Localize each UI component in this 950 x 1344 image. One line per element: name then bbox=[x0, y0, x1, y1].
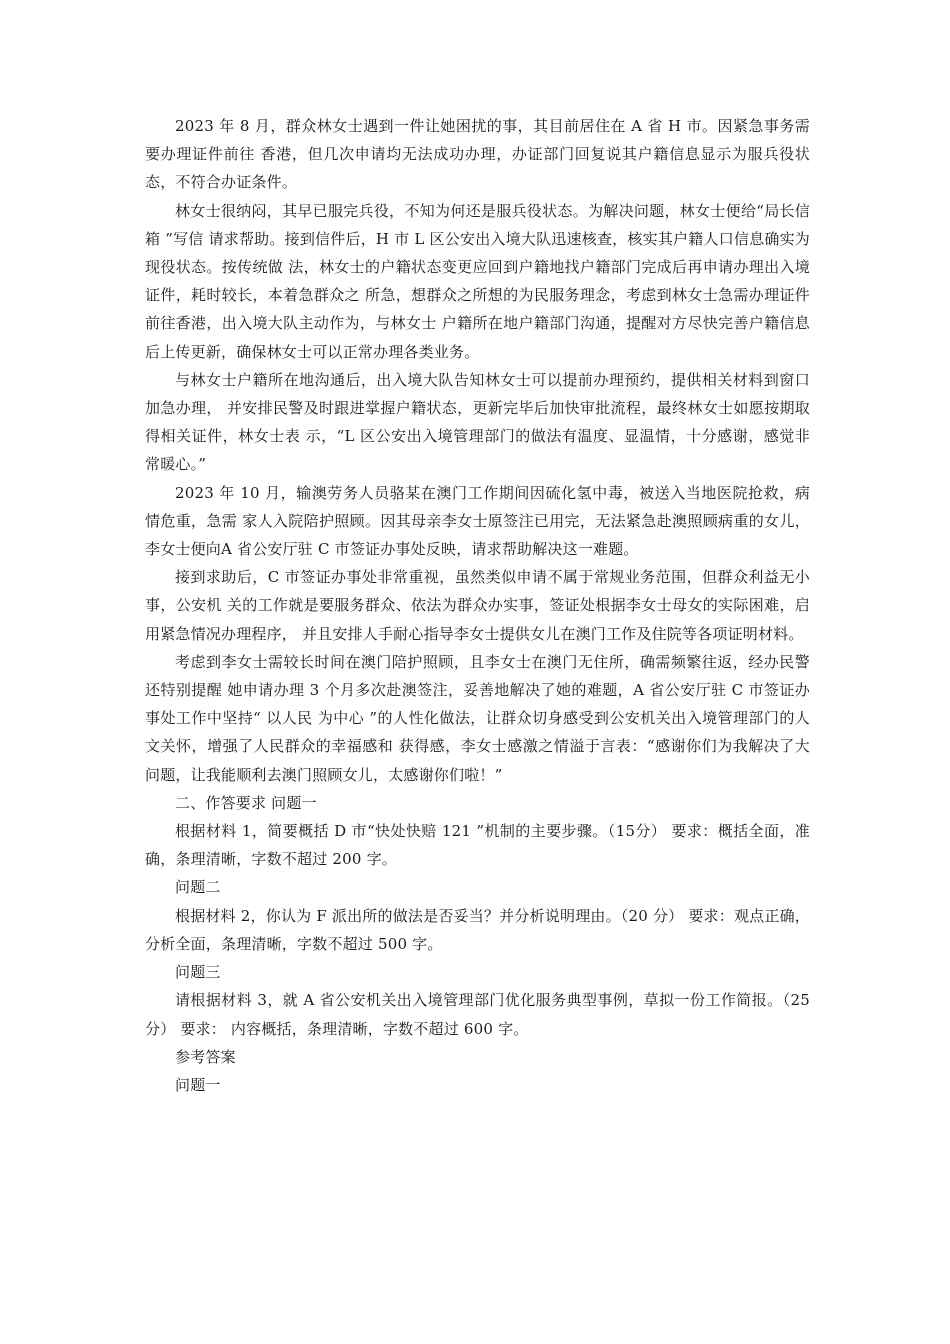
paragraph-6: 考虑到李女士需较长时间在澳门陪护照顾，且李女士在澳门无住所，确需频繁往返，经办民警还特别提醒 她申请办理 3 个月多次赴澳签注，妥善地解决了她的难题，A 省公安厅驻 C 市签证办事处工作中坚持“ 以人民 为中心 ”的人性化做法，让群众切身感受到公安机关出入境管理部门的人文关怀，增强了人民群众的幸福感和 获得感，李女士感激之情溢于言表：“感谢你们为我解决了大问题，让我能顺利去澳门照顾女儿，太感谢你们啦！” bbox=[145, 652, 810, 784]
question-3-heading: 问题三 bbox=[175, 963, 221, 982]
paragraph-1: 2023 年 8 月，群众林女士遇到一件让她困扰的事，其目前居住在 A 省 H 市。因紧急事务需要办理证件前往 香港，但几次申请均无法成功办理，办证部门回复说其户籍信息显示为服兵役状态，不符合办证条件。 bbox=[145, 117, 810, 192]
question-3-text: 请根据材料 3，就 A 省公安机关出入境管理部门优化服务典型事例，草拟一份工作简报。（25 分） 要求： 内容概括，条理清晰，字数不超过 600 字。 bbox=[145, 991, 810, 1038]
document-page bbox=[145, 112, 810, 1099]
paragraph-3: 与林女士户籍所在地沟通后，出入境大队告知林女士可以提前办理预约，提供相关材料到窗口加急办理， 并安排民警及时跟进掌握户籍状态，更新完毕后加快审批流程，最终林女士如愿按期取得相关证件，林女士表 示，“L 区公安出入境管理部门的做法有温度、显温情，十分感谢，感觉非常暖心。” bbox=[145, 370, 810, 474]
paragraph-2: 林女士很纳闷，其早已服完兵役，不知为何还是服兵役状态。为解决问题，林女士便给“局长信箱 ”写信 请求帮助。接到信件后，H 市 L 区公安出入境大队迅速核查，核实其户籍人口信息确实为现役状态。按传统做 法，林女士的户籍状态变更应回到户籍地找户籍部门完成后再申请办理出入境证件，耗时较长，本着急群众之 所急，想群众之所想的为民服务理念，考虑到林女士急需办理证件前往香港，出入境大队主动作为，与林女士 户籍所在地户籍部门沟通，提醒对方尽快完善户籍信息后上传更新，确保林女士可以正常办理各类业务。 bbox=[145, 201, 810, 361]
section-heading-requirements: 二、作答要求 问题一 bbox=[175, 793, 317, 812]
reference-answer-heading: 参考答案 bbox=[175, 1047, 236, 1066]
question-2-heading: 问题二 bbox=[175, 878, 221, 897]
paragraph-4: 2023 年 10 月，输澳劳务人员骆某在澳门工作期间因硫化氢中毒，被送入当地医院抢救，病情危重，急需 家人入院陪护照顾。因其母亲李女士原签注已用完，无法紧急赴澳照顾病重的女儿，李女士便向A 省公安厅驻 C 市签证办事处反映，请求帮助解决这一难题。 bbox=[145, 483, 810, 559]
paragraph-5: 接到求助后，C 市签证办事处非常重视，虽然类似申请不属于常规业务范围，但群众利益无小事，公安机 关的工作就是要服务群众、依法为群众办实事，签证处根据李女士母女的实际困难，启用紧急情况办理程序， 并且安排人手耐心指导李女士提供女儿在澳门工作及住院等各项证明材料。 bbox=[145, 568, 810, 643]
question-1-text: 根据材料 1，简要概括 D 市“快处快赔 121 ”机制的主要步骤。（15分） 要求：概括全面，准确，条理清晰，字数不超过 200 字。 bbox=[145, 822, 810, 869]
question-2-text: 根据材料 2，你认为 F 派出所的做法是否妥当？并分析说明理由。（20 分） 要求：观点正确，分析全面，条理清晰，字数不超过 500 字。 bbox=[145, 906, 810, 953]
answer-1-heading: 问题一 bbox=[175, 1075, 221, 1094]
